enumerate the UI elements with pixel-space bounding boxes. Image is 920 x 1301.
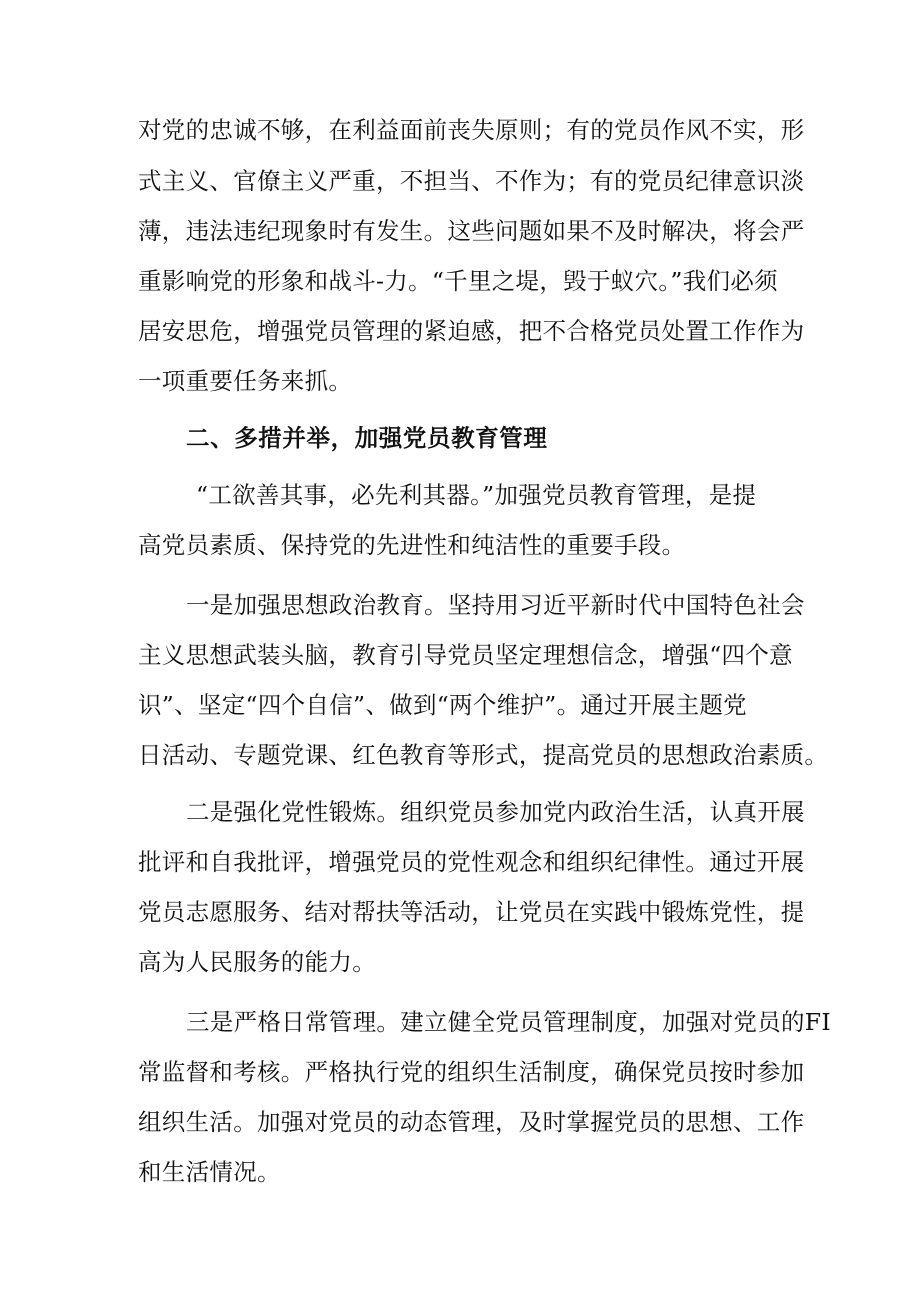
text-line: 三是严格日常管理。建立健全党员管理制度，加强对党员的FI xyxy=(186,1008,831,1036)
text-line: 对党的忠诚不够，在利益面前丧失原则；有的党员作风不实，形 xyxy=(138,116,805,144)
text-line: 主义思想武装头脑，教育引导党员坚定理想信念，增强“四个意 xyxy=(138,641,793,669)
text-line: 识”、坚定“四个自信”、做到“两个维护”。通过开展主题党 xyxy=(138,691,747,719)
text-line: 居安思危，增强党员管理的紧迫感，把不合格党员处置工作作为 xyxy=(138,317,805,345)
text-line: 日活动、专题党课、红色教育等形式，提高党员的思想政治素质。 xyxy=(138,741,829,769)
text-line: 一是加强思想政治教育。坚持用习近平新时代中国特色社会 xyxy=(186,591,805,619)
text-line: 常监督和考核。严格执行党的组织生活制度，确保党员按时参加 xyxy=(138,1058,805,1086)
text-line: 二是强化党性锻炼。组织党员参加党内政治生活，认真开展 xyxy=(186,798,805,826)
text-line: 高党员素质、保持党的先进性和纯洁性的重要手段。 xyxy=(138,531,686,559)
text-line: 和生活情况。 xyxy=(138,1158,281,1186)
text-line: 组织生活。加强对党员的动态管理，及时掌握党员的思想、工作 xyxy=(138,1108,805,1136)
text-line: 党员志愿服务、结对帮扶等活动，让党员在实践中锻炼党性，提 xyxy=(138,898,805,926)
text-line: 批评和自我批评，增强党员的党性观念和组织纪律性。通过开展 xyxy=(138,848,805,876)
text-line: 薄，违法违纪现象时有发生。这些问题如果不及时解决，将会严 xyxy=(138,217,805,245)
text-line: 重影响党的形象和战斗-力。“千里之堤，毁于蚁穴。”我们必须 xyxy=(138,267,778,295)
section-heading: 二、多措并举，加强党员教育管理 xyxy=(186,424,548,452)
text-line: 高为人民服务的能力。 xyxy=(138,948,376,976)
text-line: “工欲善其事，必先利其器。”加强党员教育管理，是提 xyxy=(196,481,757,509)
text-line: 式主义、官僚主义严重，不担当、不作为；有的党员纪律意识淡 xyxy=(138,167,805,195)
text-line: 一项重要任务来抓。 xyxy=(138,367,353,395)
